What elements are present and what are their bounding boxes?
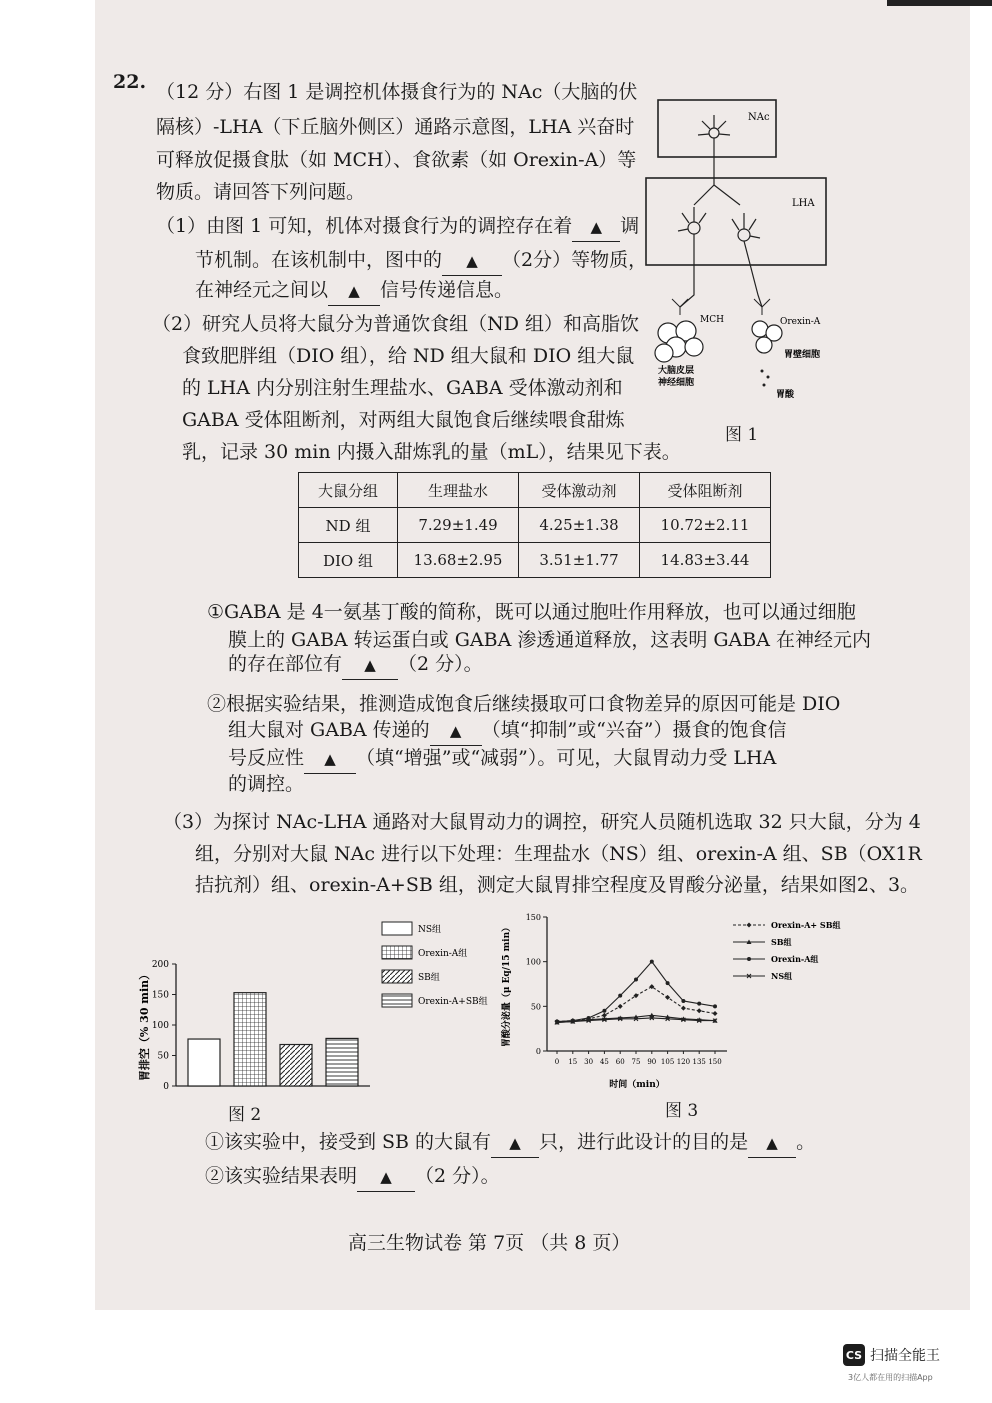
table-cell: 7.29±1.49 bbox=[398, 508, 519, 543]
data-point bbox=[681, 999, 685, 1003]
y-tick-label: 0 bbox=[163, 1082, 169, 1092]
mch-terminal bbox=[672, 299, 688, 315]
y-tick-label: 200 bbox=[151, 960, 169, 970]
table-row bbox=[299, 543, 771, 578]
cs-badge: CS bbox=[843, 1344, 865, 1366]
part3-line-2: 组，分别对大鼠 NAc 进行以下处理：生理盐水（NS）组、orexin-A 组、SB（OX1R bbox=[195, 843, 922, 865]
sub2-line-1: ②根据实验结果，推测造成饱食后继续摄取可口食物差异的原因可能是 DIO bbox=[207, 693, 841, 715]
scanner-tagline: 3亿人都在用的扫描App bbox=[848, 1373, 933, 1382]
acid-dots bbox=[761, 370, 770, 387]
lha-label: LHA bbox=[792, 198, 815, 209]
sub1-line-1: ①GABA 是 4一氨基丁酸的简称，既可以通过胞吐作用释放，也可以通过细胞 bbox=[207, 601, 856, 623]
table-cell: 4.25±1.38 bbox=[519, 508, 640, 543]
neuron-lha-right bbox=[732, 213, 762, 307]
figure3-line-chart bbox=[495, 905, 855, 1095]
answer-blank: ▲ bbox=[572, 212, 620, 242]
sub2-line-2 bbox=[228, 716, 787, 746]
q3b-text-a: ②该实验结果表明 bbox=[205, 1165, 358, 1187]
bar bbox=[280, 1045, 312, 1086]
cortex-cells bbox=[655, 321, 703, 362]
part1-text-d: （2分）等物质， bbox=[502, 249, 648, 271]
sub2-text-c: 号反应性 bbox=[228, 747, 305, 769]
part3-line-3: 拮抗剂）组、orexin-A+SB 组，测定大鼠胃排空程度及胃酸分泌量，结果如图2、3。 bbox=[195, 874, 920, 896]
figure2-bar-chart bbox=[130, 910, 510, 1100]
figure3-caption: 图 3 bbox=[665, 1101, 699, 1121]
legend-label: Orexin-A组 bbox=[771, 954, 819, 964]
sub1-line-2: 膜上的 GABA 转运蛋白或 GABA 渗透通道释放，这表明 GABA 在神经元内 bbox=[228, 629, 871, 651]
part1-line-3 bbox=[195, 276, 513, 306]
table-row bbox=[299, 508, 771, 543]
q3a-text-c: 。 bbox=[796, 1131, 816, 1153]
data-point bbox=[618, 994, 622, 998]
answer-blank: ▲ bbox=[748, 1128, 796, 1158]
part1-text-a: （1）由图 1 可知，机体对摄食行为的调控存在着 bbox=[156, 215, 573, 237]
part2-line-1: （2）研究人员将大鼠分为普通饮食组（ND 组）和高脂饮 bbox=[152, 313, 639, 335]
page-footer: 高三生物试卷 第 7页 （共 8 页） bbox=[348, 1232, 631, 1254]
intro-line-4: 物质。请回答下列问题。 bbox=[156, 181, 366, 203]
acid-label: 胃酸 bbox=[776, 390, 795, 400]
q3-line-1 bbox=[205, 1128, 815, 1158]
legend-swatch bbox=[382, 946, 412, 959]
legend-swatch bbox=[382, 970, 412, 983]
answer-blank: ▲ bbox=[430, 716, 482, 746]
table-header: 受体阻断剂 bbox=[640, 473, 771, 508]
answer-blank: ▲ bbox=[328, 276, 380, 306]
data-point bbox=[665, 995, 670, 1000]
line-y-label: 胃酸分泌量（μ Eq/15 min） bbox=[502, 922, 512, 1048]
lha-box bbox=[646, 178, 826, 265]
q3b-text-b: （2 分）。 bbox=[415, 1165, 500, 1187]
question-number: 22. bbox=[113, 71, 147, 93]
y-tick-label: 150 bbox=[151, 990, 169, 1001]
y-tick-label: 100 bbox=[525, 957, 541, 967]
table-cell: DIO 组 bbox=[299, 543, 398, 578]
answer-blank: ▲ bbox=[442, 246, 502, 276]
line-y-ticks bbox=[526, 913, 547, 1056]
table-header: 生理盐水 bbox=[398, 473, 519, 508]
legend-label: NS组 bbox=[418, 925, 442, 935]
part2-line-3: 的 LHA 内分别注射生理盐水、GABA 受体激动剂和 bbox=[182, 377, 623, 399]
part3-line-1: （3）为探讨 NAc-LHA 通路对大鼠胃动力的调控，研究人员随机选取 32 只大鼠，分为 4 bbox=[163, 811, 921, 833]
cortex-label-2: 神经细胞 bbox=[658, 378, 695, 388]
sub2-text-b: （填“抑制”或“兴奋”）摄食的饱食信 bbox=[481, 719, 787, 741]
bar bbox=[326, 1038, 358, 1086]
series-line bbox=[557, 962, 715, 1022]
line-x-label: 时间（min） bbox=[609, 1080, 665, 1090]
legend-label: Orexin-A组 bbox=[418, 949, 468, 959]
nac-label: NAc bbox=[748, 112, 770, 123]
q3-line-2 bbox=[205, 1162, 500, 1192]
figure1-caption: 图 1 bbox=[725, 425, 759, 445]
data-point bbox=[666, 981, 670, 985]
answer-blank: ▲ bbox=[357, 1162, 415, 1192]
table-cell: 3.51±1.77 bbox=[519, 543, 640, 578]
answer-blank: ▲ bbox=[304, 744, 356, 774]
figure2-caption: 图 2 bbox=[228, 1105, 262, 1125]
x-tick-label: 0 bbox=[554, 1058, 560, 1066]
x-tick-label: 120 bbox=[676, 1058, 691, 1066]
gastric-label: 胃壁细胞 bbox=[784, 350, 821, 360]
results-table bbox=[298, 472, 771, 578]
data-point bbox=[602, 1009, 606, 1013]
bar-series bbox=[188, 993, 358, 1086]
part1-line-1 bbox=[156, 212, 639, 242]
data-point bbox=[697, 1008, 702, 1013]
bar-legend bbox=[382, 922, 488, 1007]
legend-label: SB组 bbox=[771, 937, 792, 947]
orexin-label: Orexin-A bbox=[780, 317, 821, 327]
axon-branch bbox=[694, 157, 740, 205]
neuron-nac bbox=[698, 115, 730, 157]
y-tick-label: 50 bbox=[530, 1002, 541, 1012]
bar bbox=[234, 993, 266, 1086]
sub1-text-a: 的存在部位有 bbox=[228, 653, 343, 675]
answer-blank: ▲ bbox=[342, 650, 398, 680]
gastric-cells bbox=[752, 321, 782, 353]
bar-y-label: 胃排空（% 30 min） bbox=[138, 968, 151, 1082]
orexin-terminal bbox=[754, 299, 770, 315]
part2-line-5: 乳，记录 30 min 内摄入甜炼乳的量（mL），结果见下表。 bbox=[182, 441, 681, 463]
part1-text-f: 信号传递信息。 bbox=[380, 279, 514, 301]
x-tick-label: 75 bbox=[631, 1058, 641, 1066]
line-legend bbox=[733, 920, 840, 981]
mch-label: MCH bbox=[700, 315, 724, 325]
q3a-text-a: ①该实验中，接受到 SB 的大鼠有 bbox=[205, 1131, 492, 1153]
x-tick-label: 135 bbox=[692, 1058, 706, 1066]
sub2-line-4: 的调控。 bbox=[228, 773, 305, 795]
intro-line-1: （12 分）右图 1 是调控机体摄食行为的 NAc（大脑的伏 bbox=[156, 81, 638, 103]
x-tick-label: 30 bbox=[584, 1058, 594, 1066]
legend-label: Orexin-A+SB组 bbox=[418, 997, 488, 1007]
x-tick-label: 90 bbox=[647, 1058, 657, 1066]
data-point bbox=[747, 923, 752, 928]
x-tick-label: 60 bbox=[615, 1058, 625, 1066]
neuron-lha-left bbox=[678, 207, 706, 307]
data-point bbox=[713, 1004, 717, 1008]
figure1-diagram bbox=[640, 95, 840, 410]
legend-swatch bbox=[382, 994, 412, 1007]
data-point bbox=[650, 960, 654, 964]
part2-line-4: GABA 受体阻断剂，对两组大鼠饱食后继续喂食甜炼 bbox=[182, 409, 625, 431]
table-cell: 10.72±2.11 bbox=[640, 508, 771, 543]
y-tick-label: 0 bbox=[535, 1047, 541, 1056]
answer-blank: ▲ bbox=[491, 1128, 539, 1158]
sub1-text-b: （2 分）。 bbox=[398, 653, 483, 675]
line-series bbox=[555, 960, 718, 1025]
intro-line-2: 隔核）-LHA（下丘脑外侧区）通路示意图，LHA 兴奋时 bbox=[156, 116, 635, 138]
legend-label: NS组 bbox=[771, 971, 793, 981]
data-point bbox=[634, 978, 638, 982]
cortex-label-1: 大脑皮层 bbox=[658, 366, 695, 376]
table-cell: 13.68±2.95 bbox=[398, 543, 519, 578]
legend-swatch bbox=[382, 922, 412, 935]
part2-line-2: 食致肥胖组（DIO 组），给 ND 组大鼠和 DIO 组大鼠 bbox=[182, 345, 635, 367]
y-tick-label: 150 bbox=[525, 913, 541, 922]
scanner-logo bbox=[843, 1344, 940, 1366]
part1-text-b: 调 bbox=[620, 215, 640, 237]
data-point bbox=[697, 1002, 701, 1006]
table-cell: ND 组 bbox=[299, 508, 398, 543]
sub2-line-3 bbox=[228, 744, 776, 774]
legend-label: Orexin-A+ SB组 bbox=[771, 920, 841, 930]
table-header: 受体激动剂 bbox=[519, 473, 640, 508]
legend-label: SB组 bbox=[418, 973, 440, 983]
table-cell: 14.83±3.44 bbox=[640, 543, 771, 578]
sub2-text-d: （填“增强”或“减弱”）。可见，大鼠胃动力受 LHA bbox=[356, 747, 777, 769]
table-header-row bbox=[299, 473, 771, 508]
bar bbox=[188, 1039, 220, 1086]
part1-line-2 bbox=[195, 246, 647, 276]
corner-mark bbox=[887, 0, 992, 6]
x-tick-label: 15 bbox=[568, 1058, 578, 1066]
scanner-name: 扫描全能王 bbox=[870, 1348, 940, 1364]
data-point bbox=[713, 1011, 718, 1016]
x-tick-label: 150 bbox=[708, 1058, 722, 1066]
q3a-text-b: 只，进行此设计的目的是 bbox=[539, 1131, 749, 1153]
data-point bbox=[618, 1004, 623, 1009]
y-tick-label: 50 bbox=[157, 1051, 169, 1062]
part1-text-e: 在神经元之间以 bbox=[195, 279, 329, 301]
x-tick-label: 45 bbox=[599, 1058, 609, 1066]
part1-text-c: 节机制。在该机制中，图中的 bbox=[195, 249, 443, 271]
x-tick-label: 105 bbox=[660, 1058, 675, 1066]
data-point bbox=[681, 1006, 686, 1011]
sub2-text-a: 组大鼠对 GABA 传递的 bbox=[228, 719, 430, 741]
sub1-line-3 bbox=[228, 650, 483, 680]
intro-line-3: 可释放促摄食肽（如 MCH）、食欲素（如 Orexin-A）等 bbox=[156, 149, 637, 171]
y-tick-label: 100 bbox=[151, 1021, 169, 1031]
line-x-ticks bbox=[555, 1051, 722, 1066]
bar-y-ticks bbox=[152, 960, 176, 1092]
data-point bbox=[747, 957, 751, 961]
table-header: 大鼠分组 bbox=[299, 473, 398, 508]
